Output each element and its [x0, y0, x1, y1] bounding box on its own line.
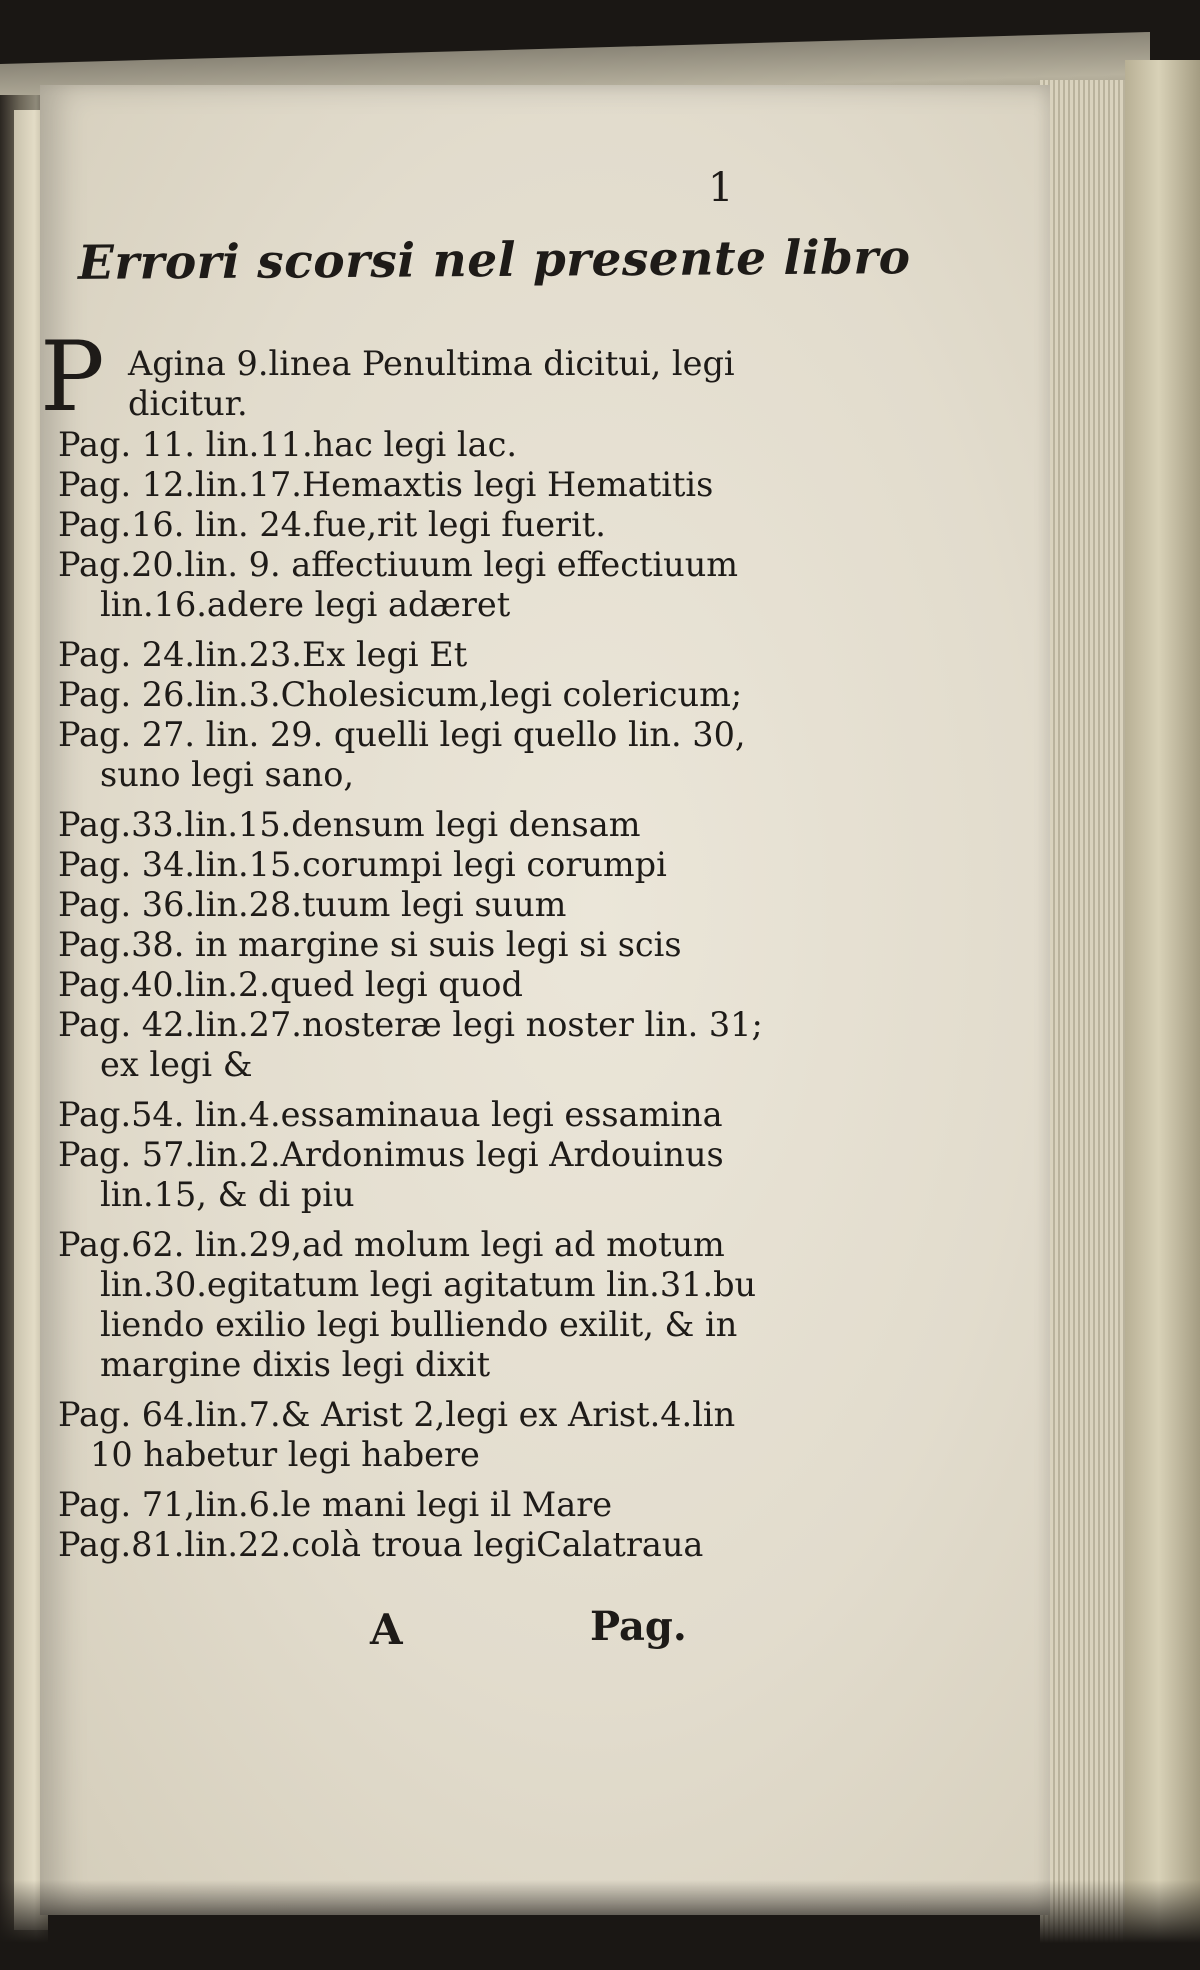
errata-line: liendo exilio legi bulliendo exilit, & in [100, 1305, 738, 1344]
errata-line: 10 habetur legi habere [90, 1435, 480, 1474]
errata-line: Pag.81.lin.22.colà troua legiCalatraua [58, 1525, 704, 1564]
errata-line: Pag. 36.lin.28.tuum legi suum [58, 885, 567, 924]
errata-list [40, 85, 1050, 1915]
errata-line: suno legi sano, [100, 755, 355, 794]
errata-line: lin.30.egitatum legi agitatum lin.31.bu [100, 1265, 757, 1304]
errata-line: Pag. 24.lin.23.Ex legi Et [58, 635, 468, 674]
errata-line: Pag. 27. lin. 29. quelli legi quello lin. 30, [58, 715, 746, 754]
errata-line: Pag. 64.lin.7.& Arist 2,legi ex Arist.4.lin [58, 1395, 736, 1434]
errata-line: Pag.16. lin. 24.fue,rit legi fuerit. [58, 505, 606, 544]
errata-line: Pag.38. in margine si suis legi si scis [58, 925, 682, 964]
errata-line: Pag. 57.lin.2.Ardonimus legi Ardouinus [58, 1135, 724, 1174]
errata-line: lin.15, & di piu [100, 1175, 355, 1214]
drop-cap: P [40, 321, 105, 433]
signature-mark: A [370, 1605, 403, 1654]
errata-line: Pag. 42.lin.27.nosteræ legi noster lin. 31; [58, 1005, 763, 1044]
page-heading: Errori scorsi nel presente libro [77, 230, 911, 291]
errata-line: lin.16.adere legi adæret [100, 585, 511, 624]
errata-line: Pag. 26.lin.3.Cholesicum,legi colericum; [58, 675, 743, 714]
bottom-shadow [0, 1880, 1200, 1970]
errata-line: Pag.40.lin.2.qued legi quod [58, 965, 523, 1004]
catchword: Pag. [590, 1603, 687, 1650]
errata-line: dicitur. [128, 384, 248, 423]
errata-line: ex legi & [100, 1045, 253, 1084]
page-number: 1 [708, 165, 734, 211]
errata-line: Pag.33.lin.15.densum legi densam [58, 805, 641, 844]
errata-line: Pag. 71,lin.6.le mani legi il Mare [58, 1485, 613, 1524]
errata-line: Pag.54. lin.4.essaminaua legi essamina [58, 1095, 723, 1134]
book-cover-right [1125, 60, 1200, 1970]
errata-line: Pag.62. lin.29,ad molum legi ad motum [58, 1225, 725, 1264]
errata-line: Pag. 12.lin.17.Hemaxtis legi Hematitis [58, 465, 714, 504]
errata-line: Agina 9.linea Penultima dicitui, legi [128, 344, 735, 383]
printed-page [40, 85, 1050, 1915]
errata-line: margine dixis legi dixit [100, 1345, 491, 1384]
errata-line: Pag. 11. lin.11.hac legi lac. [58, 425, 518, 464]
errata-line: Pag.20.lin. 9. affectiuum legi effectiuum [58, 545, 739, 584]
errata-line: Pag. 34.lin.15.corumpi legi corumpi [58, 845, 667, 884]
